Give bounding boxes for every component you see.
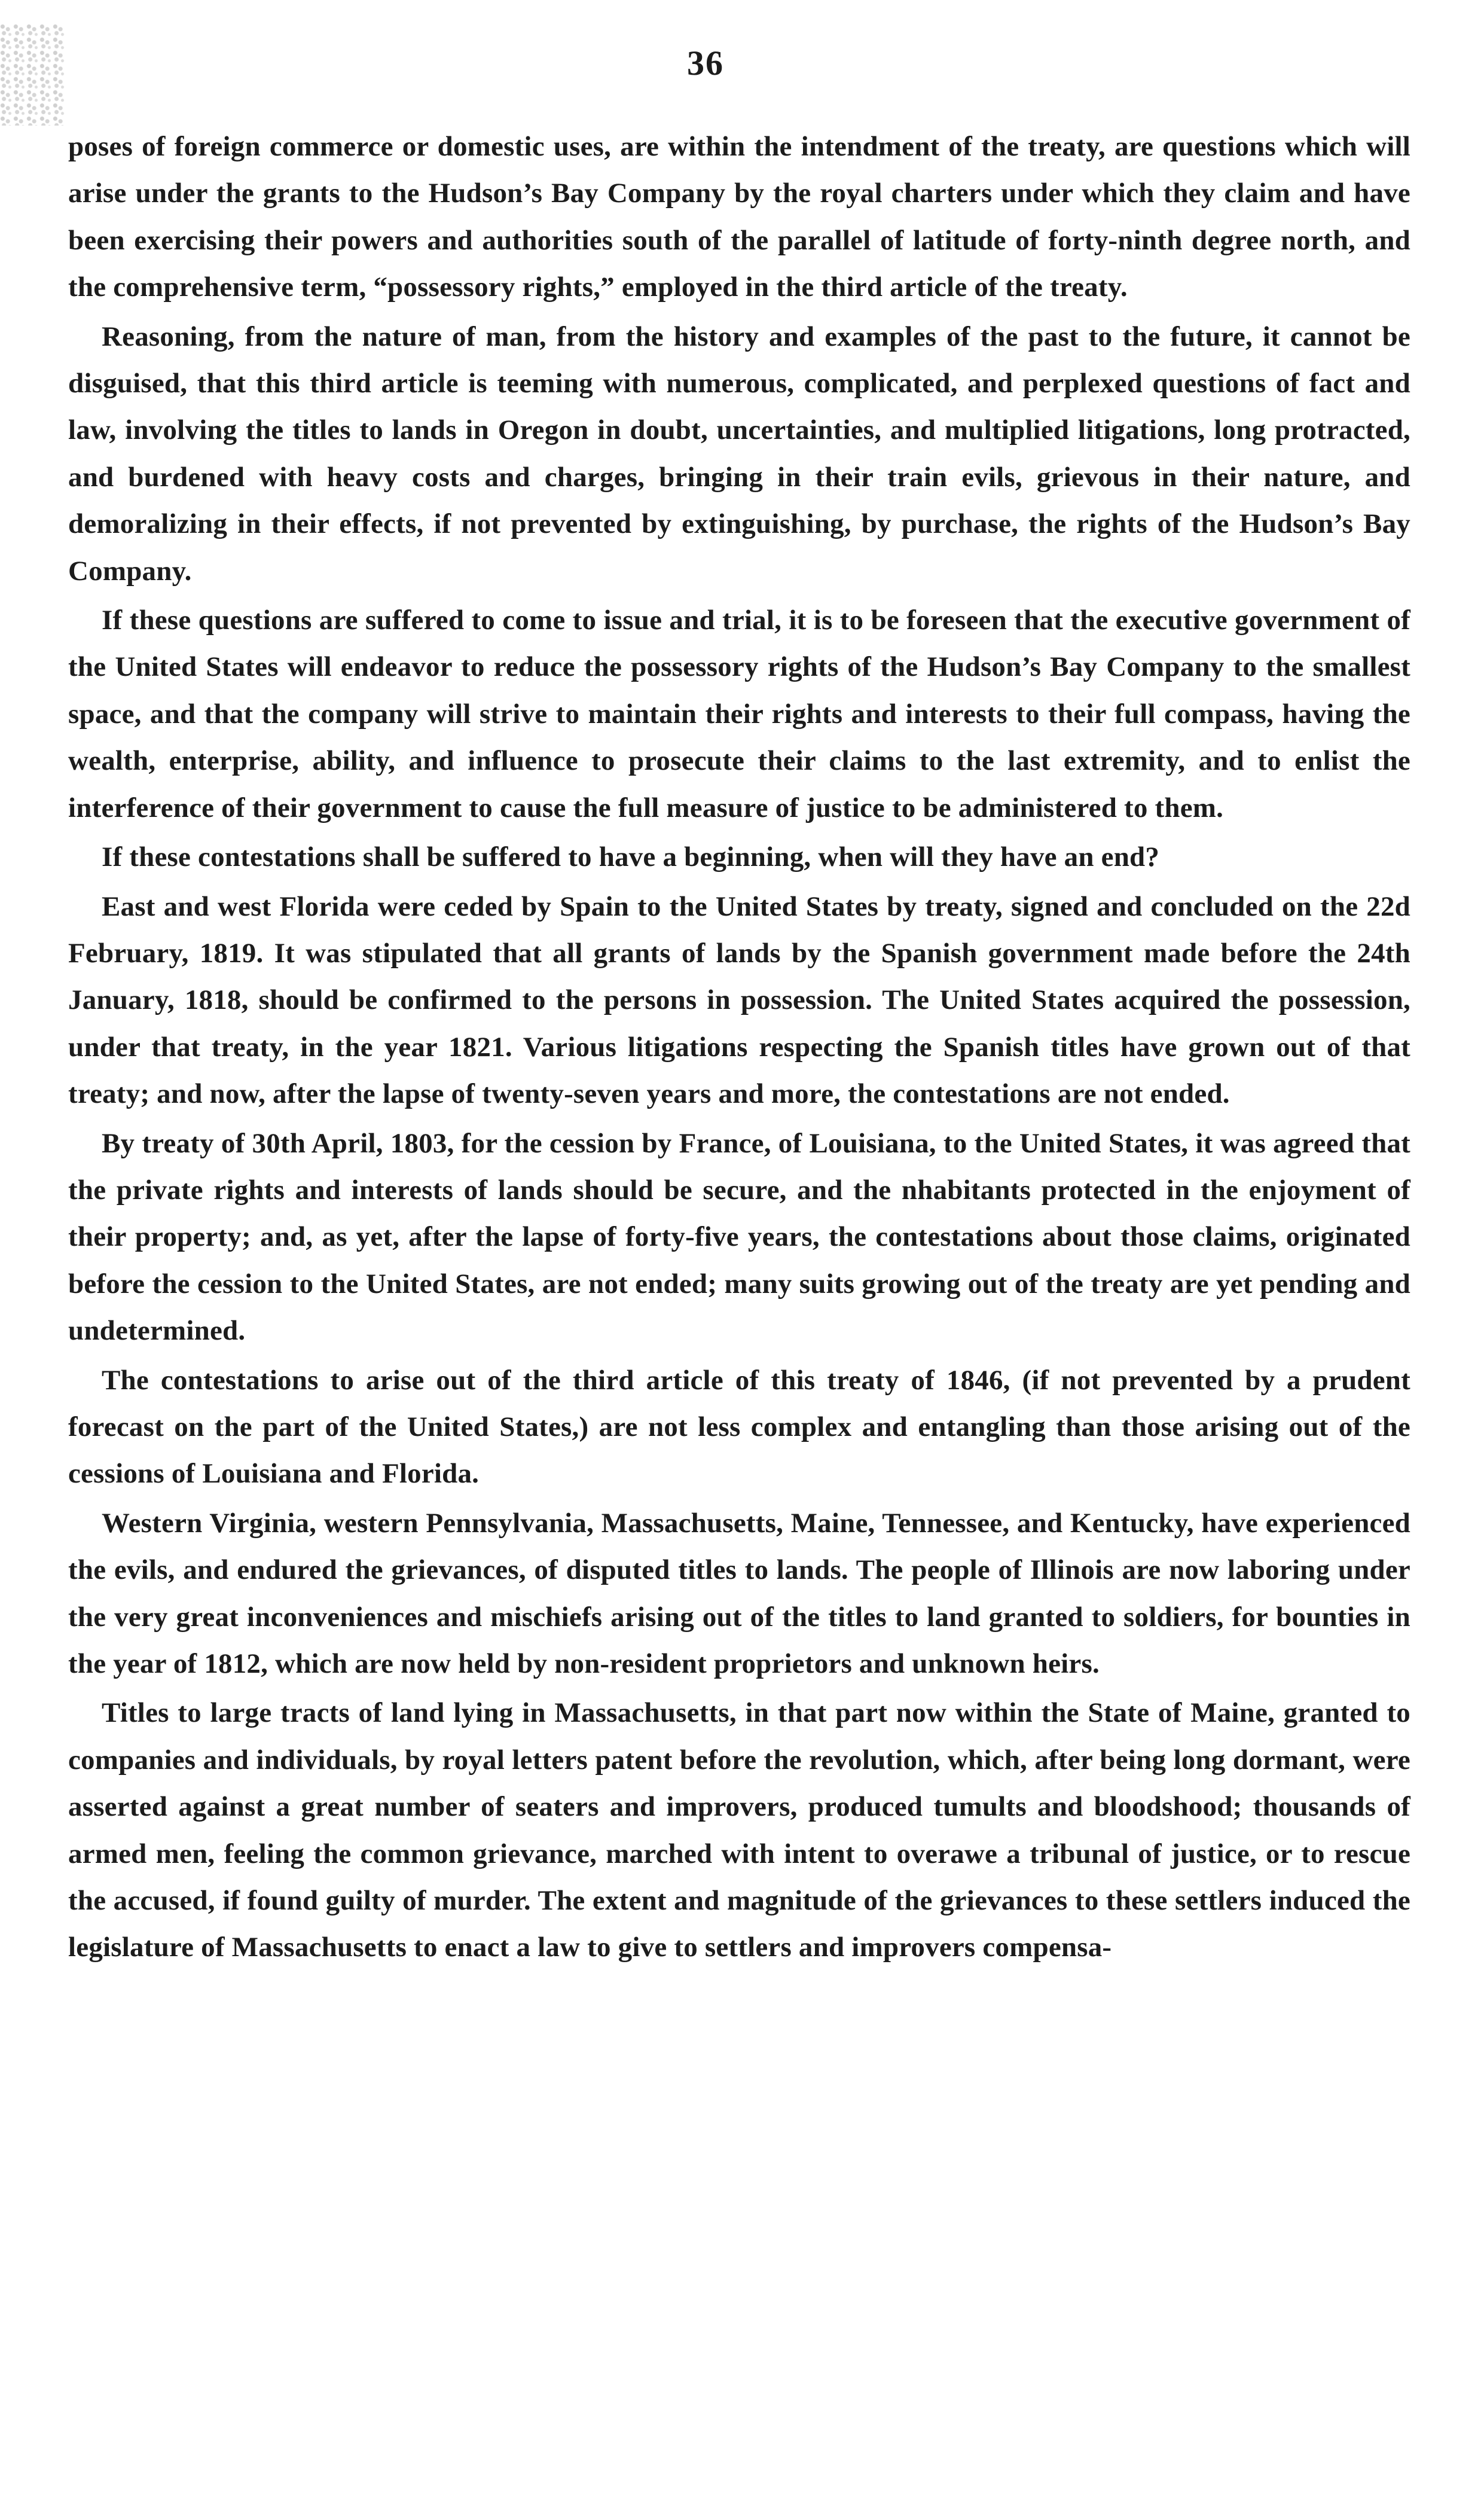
paragraph-3: If these questions are suffered to come to issue and trial, it is to be foreseen that the executive government of the United States will endeavor to reduce the possessory rights of the Hudson’s Bay Company to the smallest space, and that the company will strive to maintain their rights and interests to their full compass, having the wealth, enterprise, ability, and influence to prosecute their claims to the last extremity, and to enlist the interference of their government to cause the full measure of justice to be administered to them. xyxy=(68,605,1410,823)
body-text xyxy=(68,123,1410,1974)
paragraph-9: Titles to large tracts of land lying in Massachusetts, in that part now within the State of Maine, granted to companies and individuals, by royal letters patent before the revolution, which, after being long dormant, were asserted against a great number of seaters and improvers, produced tumults and bloodshood; thousands of armed men, feeling the common grievance, marched with intent to overawe a tribunal of justice, or to rescue the accused, if found guilty of murder. The extent and magnitude of the grievances to these settlers induced the legislature of Massachusetts to enact a law to give to settlers and improvers compensa- xyxy=(68,1697,1410,1963)
paragraph-6: By treaty of 30th April, 1803, for the cession by France, of Louisiana, to the United States, it was agreed that the private rights and interests of lands should be secure, and the nhabitants protected in the enjoyment of their property; and, as yet, after the lapse of forty-five years, the contestations about those claims, originated before the cession to the United States, are not ended; many suits growing out of the treaty are yet pending and undetermined. xyxy=(68,1127,1410,1347)
scan-speckle-mark xyxy=(0,24,66,126)
paragraph-7: The contestations to arise out of the third article of this treaty of 1846, (if not prevented by a prudent forecast on the part of the United States,) are not less complex and entangling than those arising out of the cessions of Louisiana and Florida. xyxy=(68,1364,1410,1490)
paragraph-8: Western Virginia, western Pennsylvania, Massachusetts, Maine, Tennessee, and Kentucky, have experienced the evils, and endured the grievances, of disputed titles to lands. The people of Illinois are now laboring under the very great inconveniences and mischiefs arising out of the titles to land granted to soldiers, for bounties in the year of 1812, which are now held by non-resident proprietors and unknown heirs. xyxy=(68,1507,1410,1679)
paragraph-2: Reasoning, from the nature of man, from the history and examples of the past to the future, it cannot be disguised, that this third article is teeming with numerous, complicated, and perplexed questions of fact and law, involving the titles to lands in Oregon in doubt, uncertainties, and multiplied litigations, long protracted, and burdened with heavy costs and charges, bringing in their train evils, grievous in their nature, and demoralizing in their effects, if not prevented by extinguishing, by purchase, the rights of the Hudson’s Bay Company. xyxy=(68,321,1410,587)
page-number: 36 xyxy=(687,44,724,83)
paragraph-1: poses of foreign commerce or domestic uses, are within the intendment of the treaty, are questions which will arise under the grants to the Hudson’s Bay Company by the royal charters under which they claim and have been exercising their powers and authorities south of the parallel of latitude of forty-ninth degree north, and the comprehensive term, “possessory rights,” employed in the third article of the treaty. xyxy=(68,131,1410,303)
paragraph-5: East and west Florida were ceded by Spain to the United States by treaty, signed and concluded on the 22d February, 1819. It was stipulated that all grants of lands by the Spanish government made before the 24th January, 1818, should be confirmed to the persons in possession. The United States acquired the possession, under that treaty, in the year 1821. Various litigations respecting the Spanish titles have grown out of that treaty; and now, after the lapse of twenty-seven years and more, the contestations are not ended. xyxy=(68,890,1410,1110)
paragraph-4: If these contestations shall be suffered to have a beginning, when will they have an end? xyxy=(102,841,1160,873)
